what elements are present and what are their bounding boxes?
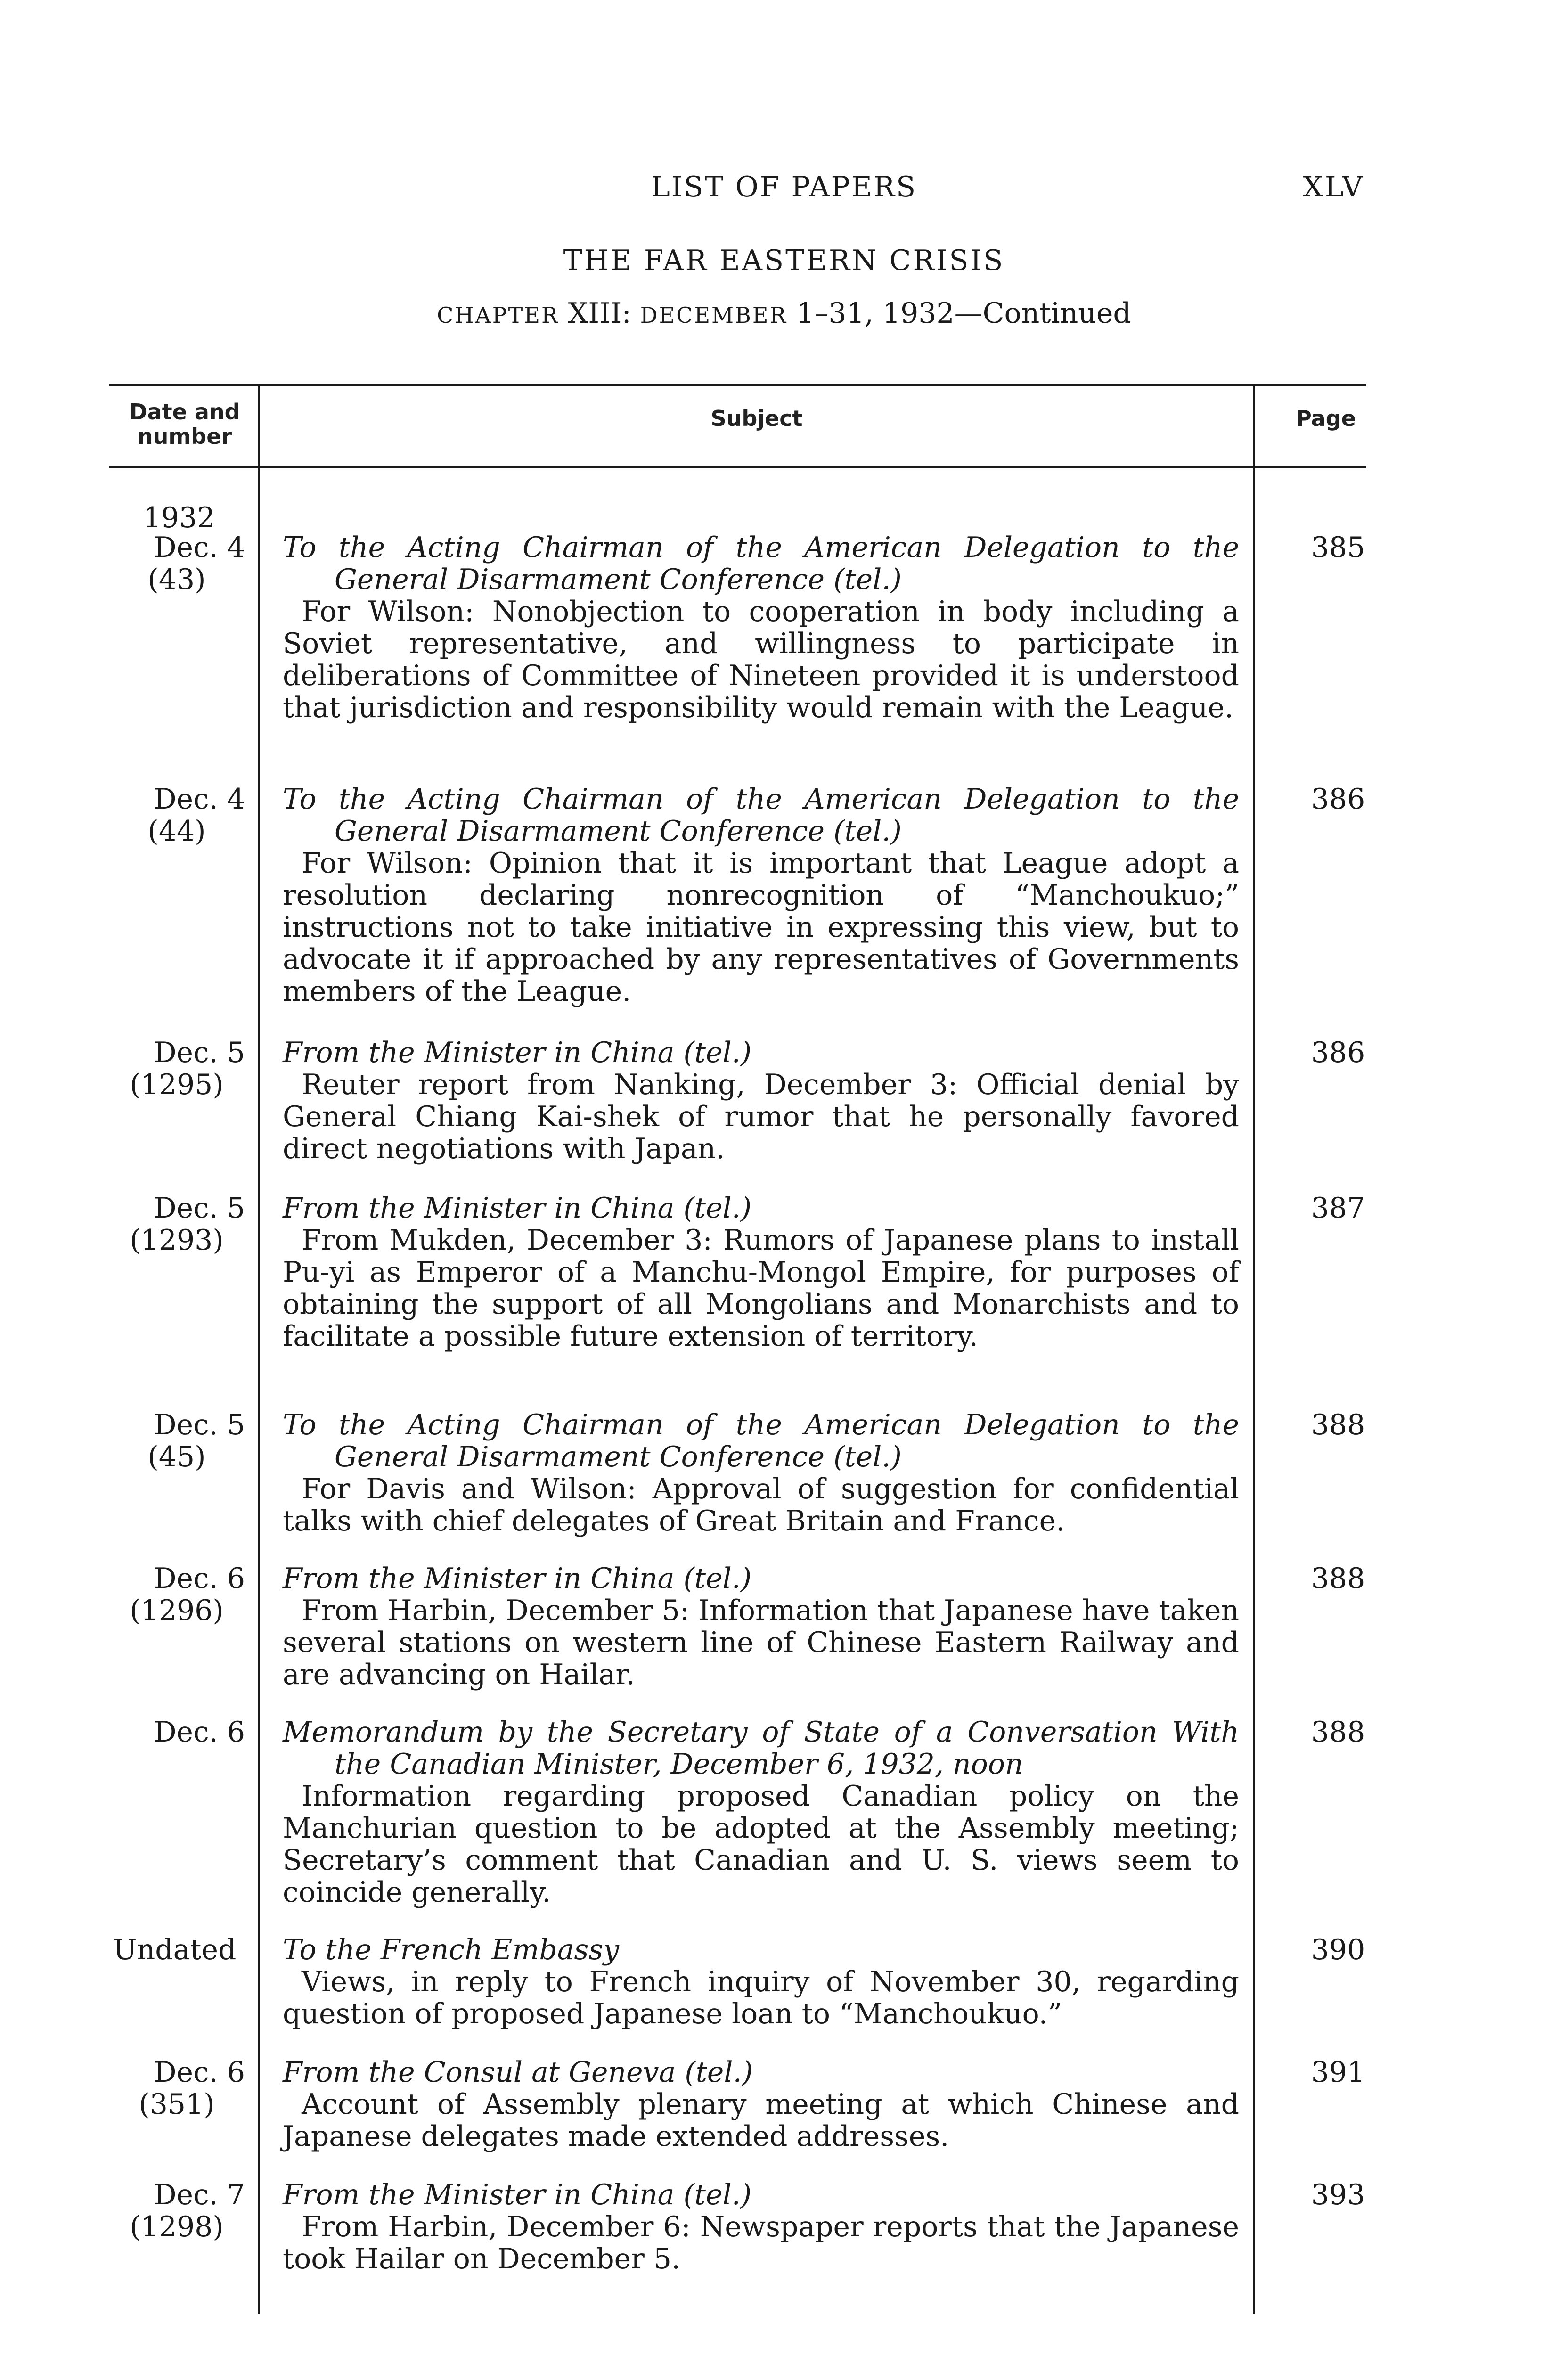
entry-title: Memorandum by the Secretary of State of a Conversation With the Canadian Minister, December 6, 1932, noon (283, 1716, 1239, 1781)
entry-summary: For Wilson: Nonobjection to cooperation in body including a Soviet representative, and willingness to participate in deliberations of Committee of Nineteen provided it is understood that jurisdiction and responsibility would remain with the League. (283, 595, 1239, 724)
entry-summary: From Harbin, December 5: Information that Japanese have taken several stations on western line of Chinese Eastern Railway and are advancing on Hailar. (283, 1594, 1239, 1691)
entry-date: Dec. 4 (154, 783, 245, 816)
date-column-divider (258, 384, 260, 2314)
entry-date-cell (108, 1409, 245, 1473)
entry-number: (45) (147, 1440, 206, 1473)
entry-page: 386 (1311, 1036, 1365, 1069)
entry-page: 390 (1311, 1933, 1365, 1966)
entry-subject (283, 1934, 1239, 2030)
entry-summary: Views, in reply to French inquiry of November 30, regarding question of proposed Japanese loan to “Manchoukuo.” (283, 1965, 1239, 2030)
entry-date: Dec. 6 (154, 2056, 245, 2089)
entry-title: To the French Embassy (283, 1933, 620, 1966)
entry-date: Dec. 5 (154, 1192, 245, 1225)
header-subject: Subject (710, 406, 803, 431)
chapter-prefix: CHAPTER (437, 303, 559, 328)
entry-subject (283, 532, 1239, 724)
entry-subject (283, 2179, 1239, 2275)
entry-date-cell (108, 1716, 245, 1748)
entry-date: Undated (113, 1933, 237, 1966)
header-date-and-number: Date and number (129, 399, 240, 449)
entry-subject (283, 1562, 1239, 1691)
chapter-month: DECEMBER (640, 303, 788, 328)
entry-number: (43) (147, 563, 206, 596)
running-head-title: LIST OF PAPERS (651, 171, 917, 204)
entry-date: Dec. 7 (154, 2178, 245, 2211)
entry-number: (1295) (130, 1068, 224, 1101)
entry-summary: For Davis and Wilson: Approval of suggestion for confidential talks with chief delegates of Great Britain and France. (283, 1472, 1239, 1538)
entry-summary: Reuter report from Nanking, December 3: Official denial by General Chiang Kai-shek of rumor that he personally favored direct negotiations with Japan. (283, 1068, 1239, 1165)
entry-number: (1293) (130, 1224, 224, 1257)
entry-number: (1298) (130, 2210, 224, 2243)
entry-subject (283, 1409, 1239, 1537)
page-number: XLV (1303, 171, 1364, 204)
chapter-line (0, 297, 1568, 330)
entry-date: Dec. 6 (154, 1716, 245, 1749)
entry-subject (283, 2056, 1239, 2152)
entry-date-cell (108, 1037, 245, 1101)
chapter-numeral: XIII: (568, 297, 631, 330)
entry-summary: Account of Assembly plenary meeting at which Chinese and Japanese delegates made extended addresses. (283, 2088, 1239, 2153)
entry-title: From the Minister in China (tel.) (283, 1562, 752, 1595)
entry-page: 388 (1311, 1562, 1365, 1595)
section-title: THE FAR EASTERN CRISIS (563, 244, 1005, 277)
entry-page: 387 (1311, 1192, 1365, 1225)
entry-summary: Information regarding proposed Canadian policy on the Manchurian question to be adopted at the Assembly meeting; Secretary’s comment that Canadian and U. S. views seem to coincide generally. (283, 1780, 1239, 1909)
entry-title: To the Acting Chairman of the American Delegation to the General Disarmament Conference (tel.) (283, 1408, 1239, 1473)
year-label: 1932 (143, 501, 215, 534)
entry-page: 386 (1311, 783, 1365, 816)
entry-page: 391 (1311, 2056, 1365, 2089)
entry-subject (283, 783, 1239, 1007)
table-top-rule (109, 384, 1366, 386)
entry-date: Dec. 5 (154, 1036, 245, 1069)
entry-date: Dec. 5 (154, 1408, 245, 1441)
entry-page: 388 (1311, 1716, 1365, 1749)
entry-title: From the Minister in China (tel.) (283, 2178, 752, 2211)
chapter-range: 1–31, 1932—Continued (796, 297, 1131, 330)
entry-subject (283, 1037, 1239, 1165)
entry-title: To the Acting Chairman of the American Delegation to the General Disarmament Conference (tel.) (283, 783, 1239, 848)
entry-date-cell (113, 1934, 250, 1966)
entry-page: 388 (1311, 1408, 1365, 1441)
entry-date: Dec. 6 (154, 1562, 245, 1595)
entry-date-cell (108, 2179, 245, 2243)
entry-subject (283, 1716, 1239, 1908)
entry-subject (283, 1192, 1239, 1352)
entry-date: Dec. 4 (154, 531, 245, 564)
entry-number: (44) (147, 815, 206, 848)
entry-page: 393 (1311, 2178, 1365, 2211)
entry-date-cell (108, 1192, 245, 1256)
entry-number: (351) (139, 2088, 215, 2121)
entry-title: To the Acting Chairman of the American Delegation to the General Disarmament Conference (tel.) (283, 531, 1239, 596)
entry-page: 385 (1311, 531, 1365, 564)
page-column-divider (1253, 384, 1255, 2314)
header-page: Page (1296, 406, 1356, 431)
entry-title: From the Consul at Geneva (tel.) (283, 2056, 753, 2089)
table-header-rule (109, 466, 1366, 468)
entry-date-cell (108, 783, 245, 847)
entry-title: From the Minister in China (tel.) (283, 1036, 752, 1069)
entry-date-cell (108, 2056, 245, 2120)
entry-date-cell (108, 1562, 245, 1627)
entry-number: (1296) (130, 1594, 224, 1627)
entry-summary: From Harbin, December 6: Newspaper reports that the Japanese took Hailar on December 5. (283, 2210, 1239, 2275)
running-head (0, 171, 1568, 204)
entry-summary: For Wilson: Opinion that it is important that League adopt a resolution declaring nonrecognition of “Manchoukuo;” instructions not to take initiative in expressing this view, but to advocate it if approached by any representatives of Governments members of the League. (283, 847, 1239, 1008)
entry-date-cell (108, 532, 245, 596)
entry-title: From the Minister in China (tel.) (283, 1192, 752, 1225)
entry-summary: From Mukden, December 3: Rumors of Japanese plans to install Pu-yi as Emperor of a Manchu-Mongol Empire, for purposes of obtaining the support of all Mongolians and Monarchists and to facilitate a possible future extension of territory. (283, 1224, 1239, 1353)
